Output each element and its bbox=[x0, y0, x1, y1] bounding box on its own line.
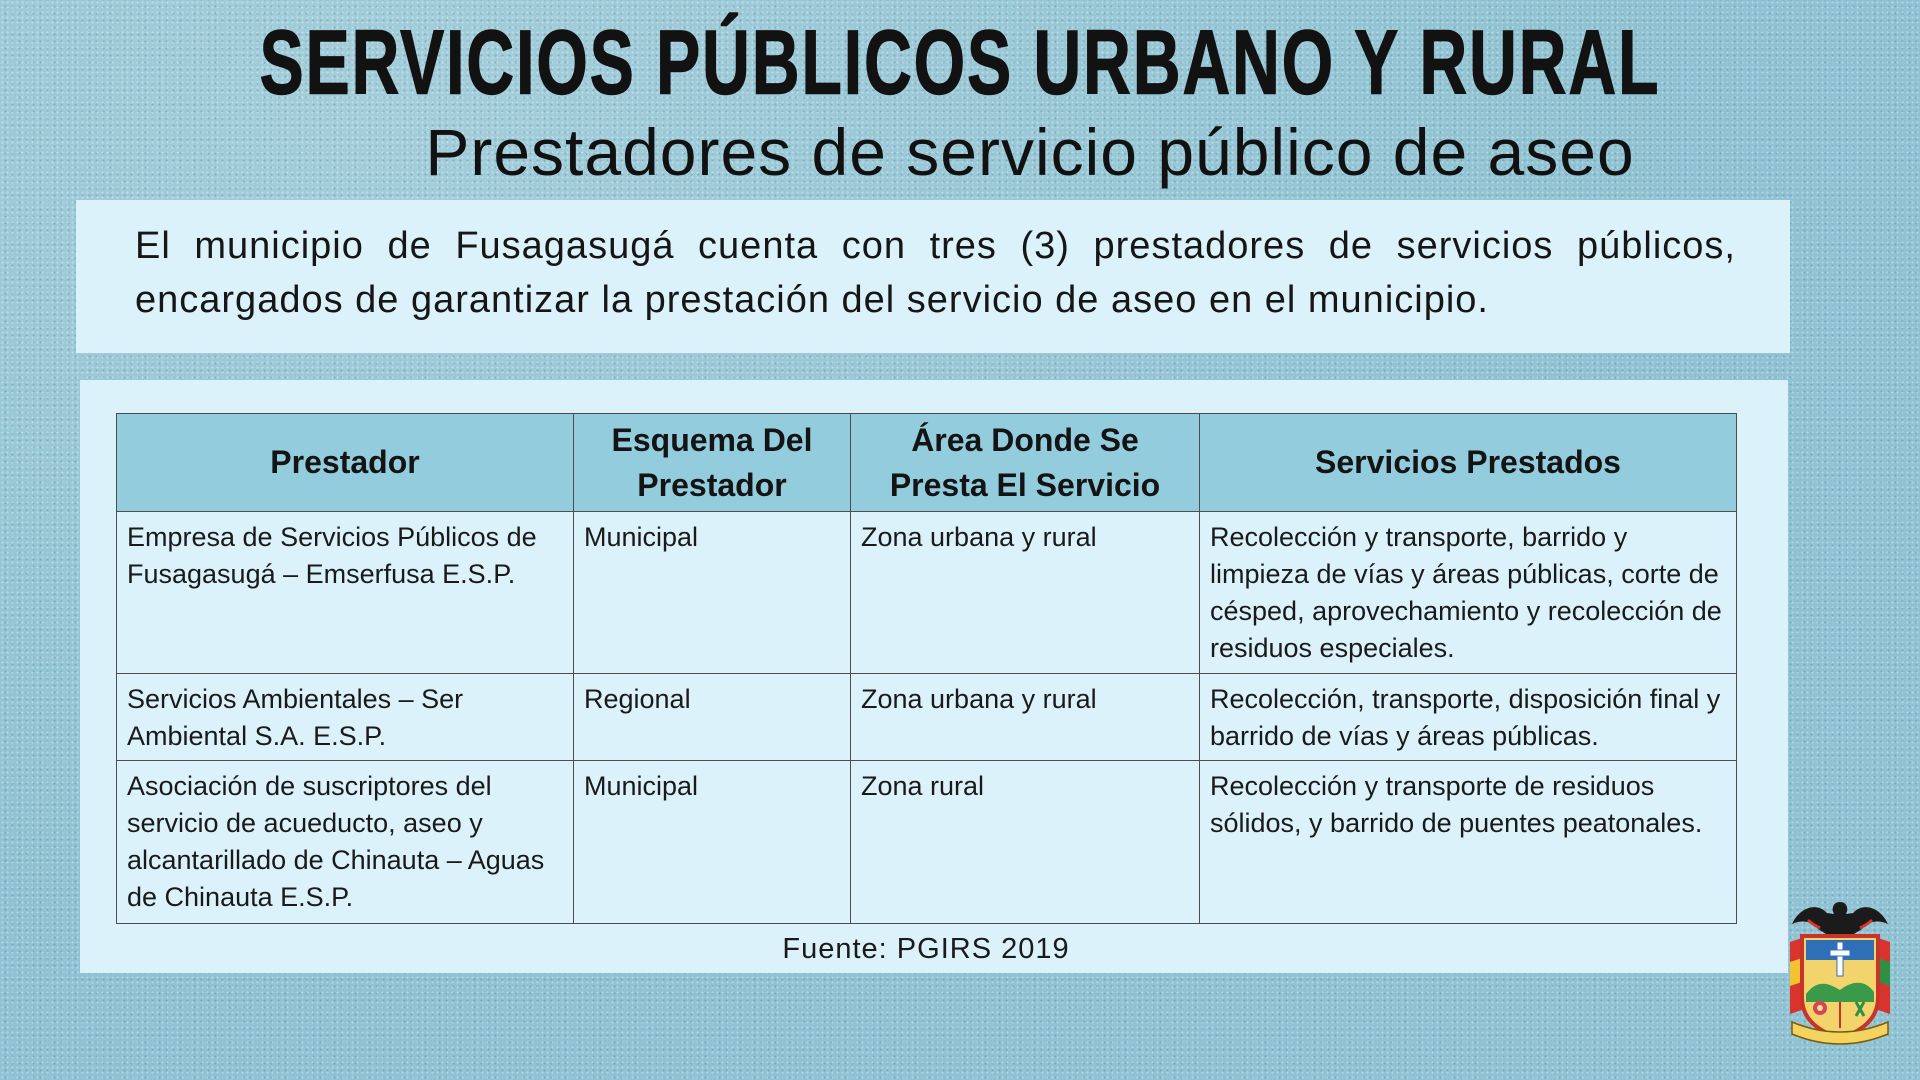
cell-prestador: Asociación de suscriptores del servicio de acueducto, aseo y alcantarillado de Chinauta – Aguas de Chinauta E.S.P. bbox=[117, 761, 574, 924]
cell-servicios: Recolección, transporte, disposición final y barrido de vías y áreas públicas. bbox=[1200, 674, 1737, 761]
cell-area: Zona rural bbox=[851, 761, 1200, 924]
cell-prestador: Empresa de Servicios Públicos de Fusagasugá – Emserfusa E.S.P. bbox=[117, 512, 574, 674]
cell-prestador: Servicios Ambientales – Ser Ambiental S.A. E.S.P. bbox=[117, 674, 574, 761]
shield bbox=[1802, 936, 1878, 1038]
column-header-prestador: Prestador bbox=[117, 414, 574, 512]
source-caption: Fuente: PGIRS 2019 bbox=[782, 933, 1070, 965]
cell-servicios: Recolección y transporte de residuos sólidos, y barrido de puentes peatonales. bbox=[1200, 761, 1737, 924]
cell-esquema: Regional bbox=[574, 674, 851, 761]
cell-area: Zona urbana y rural bbox=[851, 674, 1200, 761]
intro-panel bbox=[76, 200, 1790, 353]
cell-area: Zona urbana y rural bbox=[851, 512, 1200, 674]
slide-title bbox=[0, 10, 1920, 114]
providers-table bbox=[116, 413, 1737, 924]
municipal-coat-of-arms-icon bbox=[1786, 898, 1894, 1054]
table-header-row bbox=[117, 414, 1737, 512]
column-header-servicios: Servicios Prestados bbox=[1200, 414, 1737, 512]
cell-esquema: Municipal bbox=[574, 761, 851, 924]
intro-text: El municipio de Fusagasugá cuenta con tres (3) prestadores de servicios públicos, encargados de garantizar la prestación del servicio de aseo en el municipio. bbox=[135, 225, 1736, 321]
slide-title-text: SERVICIOS PÚBLICOS URBANO Y RURAL bbox=[259, 10, 1661, 114]
eagle-crest bbox=[1792, 902, 1888, 934]
slide-subtitle: Prestadores de servicio público de aseo bbox=[425, 115, 1635, 189]
column-header-esquema: Esquema Del Prestador bbox=[574, 414, 851, 512]
table-row bbox=[117, 761, 1737, 924]
cell-servicios: Recolección y transporte, barrido y limpieza de vías y áreas públicas, corte de césped, aprovechamiento y recolección de residuos especiales. bbox=[1200, 512, 1737, 674]
table-row bbox=[117, 512, 1737, 674]
column-header-area: Área Donde Se Presta El Servicio bbox=[851, 414, 1200, 512]
table-row bbox=[117, 674, 1737, 761]
cell-esquema: Municipal bbox=[574, 512, 851, 674]
